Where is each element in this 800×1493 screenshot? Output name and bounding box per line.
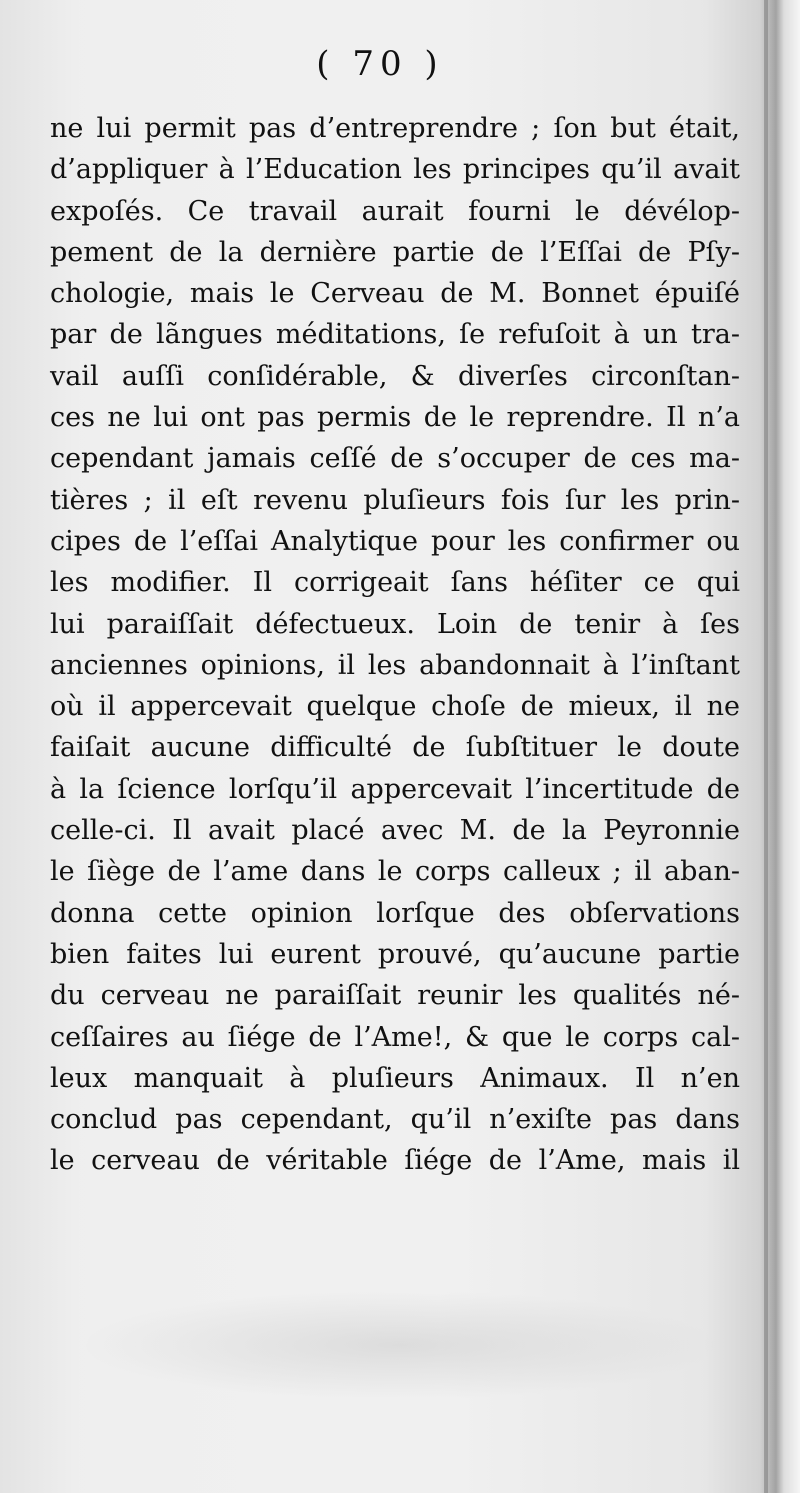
text-line: anciennes opinions, il les abandonnait à l’inſtant bbox=[50, 649, 740, 681]
text-line: le cerveau de véritable ſiége de l’Ame, mais il bbox=[50, 1145, 740, 1177]
text-line: les modifier. Il corrigeait ſans héſiter ce qui bbox=[50, 567, 740, 599]
text-line: ces ne lui ont pas permis de le reprendre. Il n’a bbox=[50, 402, 740, 434]
text-line: ceſſaires au ſiége de l’Ame!, & que le corps cal- bbox=[50, 1021, 740, 1053]
text-line: à la ſcience lorſqu’il appercevait l’incertitude de bbox=[50, 773, 740, 805]
text-line: ne lui permit pas d’entreprendre ; ſon but était, bbox=[50, 113, 740, 144]
ink-bleed-through bbox=[80, 1290, 720, 1400]
text-line: du cerveau ne paraiſſait reunir les qualités né- bbox=[50, 980, 740, 1012]
text-line: lui paraiſſait défectueux. Loin de tenir à ſes bbox=[50, 608, 740, 640]
text-line: d’appliquer à l’Education les principes qu’il avait bbox=[50, 154, 740, 186]
text-line: vail auſſi conſidérable, & diverſes circonſtan- bbox=[50, 360, 740, 392]
text-line: conclud pas cependant, qu’il n’exiſte pas dans bbox=[50, 1104, 740, 1136]
text-line: bien faites lui eurent prouvé, qu’aucune partie bbox=[50, 938, 740, 970]
page-fold-edge bbox=[764, 0, 768, 1493]
text-line: tières ; il eſt revenu pluſieurs fois ſur les prin- bbox=[50, 484, 740, 516]
text-line: cipes de l’eſſai Analytique pour les confirmer ou bbox=[50, 525, 740, 557]
text-line: le ſiège de l’ame dans le corps calleux ; il aban- bbox=[50, 856, 740, 888]
text-line: celle-ci. Il avait placé avec M. de la Peyronnie bbox=[50, 815, 740, 847]
body-text bbox=[50, 108, 740, 1182]
page-number: ( 70 ) bbox=[316, 44, 444, 84]
text-line: chologie, mais le Cerveau de M. Bonnet épuiſé bbox=[50, 278, 740, 310]
text-line: pement de la dernière partie de l’Eſſai de Pſy- bbox=[50, 236, 740, 268]
text-line: expoſés. Ce travail aurait fourni le dévélop- bbox=[50, 195, 740, 227]
text-line: où il appercevait quelque choſe de mieux, il ne bbox=[50, 691, 740, 723]
text-line: donna cette opinion lorſque des obſervations bbox=[50, 897, 740, 929]
text-line: par de lãngues méditations, ſe refuſoit à un tra- bbox=[50, 319, 740, 351]
text-line: faiſait aucune difficulté de ſubſtituer le doute bbox=[50, 732, 740, 764]
text-line: cependant jamais ceſſé de s’occuper de ces ma- bbox=[50, 443, 740, 475]
text-line: leux manquait à pluſieurs Animaux. Il n’en bbox=[50, 1062, 740, 1094]
